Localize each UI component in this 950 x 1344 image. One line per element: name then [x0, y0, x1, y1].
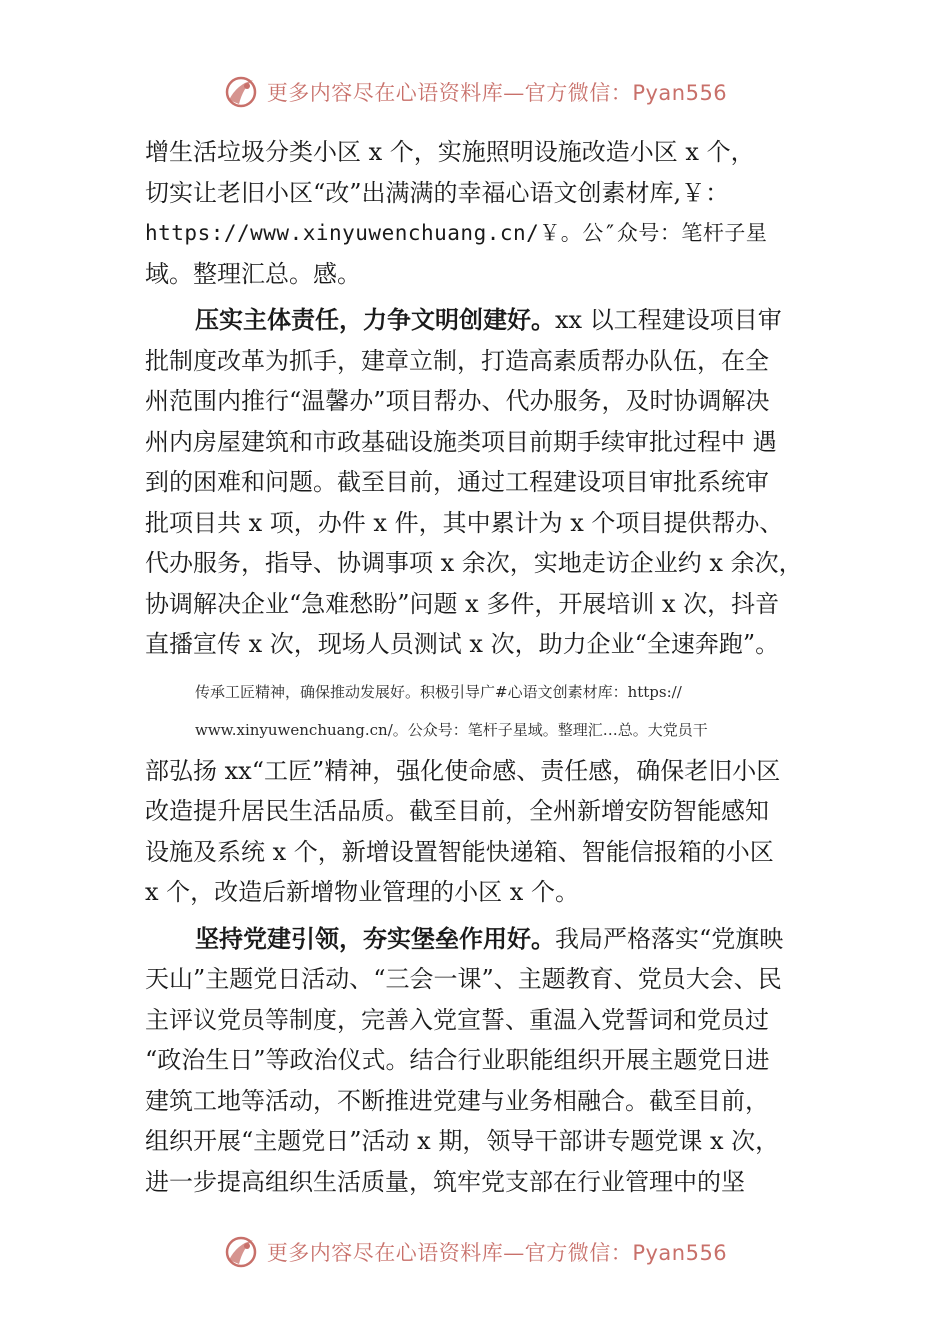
banner-label: 更多内容尽在心语资料库—官方微信：	[266, 81, 633, 105]
wechat-id: Pyan556	[632, 1241, 728, 1265]
paragraph-first-line	[145, 300, 825, 341]
paragraph-first-line	[145, 919, 825, 960]
text-line: 代办服务，指导、协调事项 x 余次，实地走访企业约 x 余次，	[145, 549, 803, 577]
text-line: 进一步提高组织生活质量，筑牢党支部在行业管理中的坚	[145, 1167, 745, 1196]
document-body	[145, 132, 825, 1202]
text-line: 增生活垃圾分类小区 x 个，实施照明设施改造小区 x 个，	[145, 138, 755, 166]
text-line: 域。整理汇总。感。	[145, 259, 361, 288]
text-line: 天山”主题党日活动、“三会一课”、主题教育、党员大会、民	[145, 965, 782, 993]
footer-banner	[0, 1232, 950, 1272]
section-heading: 压实主体责任，力争文明创建好。	[195, 306, 555, 334]
paragraph-1	[145, 132, 825, 294]
text-line: “政治生日”等政治仪式。结合行业职能组织开展主题党日进	[145, 1046, 770, 1074]
paragraph-4	[145, 919, 825, 1203]
logo-icon	[223, 74, 259, 110]
text-line: 协调解决企业“急难愁盼”问题 x 多件，开展培训 x 次，抖音	[145, 589, 780, 618]
text-line: 批制度改革为抓手，建章立制，打造高素质帮办队伍，在全	[145, 346, 769, 375]
text-line: 改造提升居民生活品质。截至目前，全州新增安防智能感知	[145, 797, 769, 825]
banner-text	[267, 1237, 727, 1267]
text-run: 我局严格落实“党旗映	[555, 924, 784, 953]
text-line: 主评议党员等制度，完善入党宣誓、重温入党誓词和党员过	[145, 1005, 769, 1034]
text-line: 设施及系统 x 个，新增设置智能快递箱、智能信报箱的小区	[145, 837, 774, 866]
section-heading: 坚持党建引领，夯实堡垒作用好。	[195, 924, 555, 953]
text-line: 州范围内推行“温馨办”项目帮办、代办服务，及时协调解决	[145, 387, 770, 415]
text-line: 组织开展“主题党日”活动 x 期，领导干部讲专题党课 x 次，	[145, 1127, 780, 1155]
wechat-id: Pyan556	[632, 81, 728, 105]
paragraph-2	[145, 300, 825, 665]
text-line: 部弘扬 xx“工匠”精神，强化使命感、责任感，确保老旧小区	[145, 756, 781, 785]
text-line: 直播宣传 x 次，现场人员测试 x 次，助力企业“全速奔跑”。	[145, 630, 780, 658]
text-line: 批项目共 x 项，办件 x 件，其中累计为 x 个项目提供帮办、	[145, 508, 784, 537]
text-line: x 个，改造后新增物业管理的小区 x 个。	[145, 878, 579, 906]
logo-icon	[223, 1234, 259, 1270]
small-text-line: www.xinyuwenchuang.cn/。公众号：笔杆子星域。整理汇…总。大党员干	[195, 720, 708, 739]
text-run: xx 以工程建设项目审	[555, 306, 782, 334]
small-text-block	[145, 673, 825, 749]
header-banner	[0, 72, 950, 112]
text-line: 切实让老旧小区“改”出满满的幸福心语文创素材库,￥：	[145, 178, 730, 207]
text-line-url: https://www.xinyuwenchuang.cn/￥。公″众号：笔杆子星	[145, 221, 768, 245]
text-line: 建筑工地等活动，不断推进党建与业务相融合。截至目前，	[145, 1086, 769, 1115]
small-text-line: 传承工匠精神，确保推动发展好。积极引导广#心语文创素材库：https://	[195, 682, 682, 701]
banner-label: 更多内容尽在心语资料库—官方微信：	[266, 1241, 633, 1265]
banner-text	[267, 77, 727, 107]
paragraph-3	[145, 673, 825, 913]
text-line: 州内房屋建筑和市政基础设施类项目前期手续审批过程中 遇	[145, 427, 777, 456]
text-line: 到的困难和问题。截至目前，通过工程建设项目审批系统审	[145, 468, 769, 496]
